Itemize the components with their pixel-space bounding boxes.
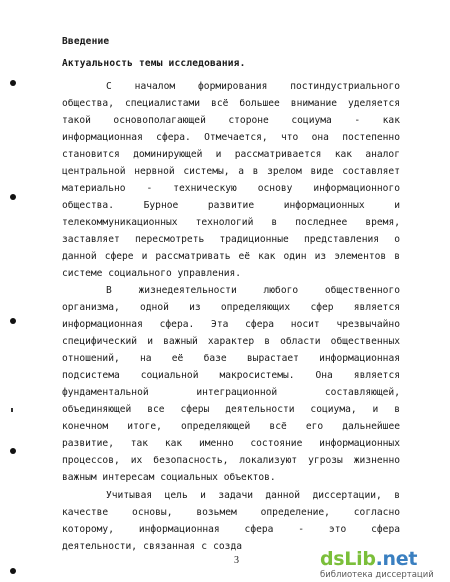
watermark-caption: библиотека диссертаций xyxy=(320,570,434,580)
text-line: которому, информационная сфера - это сфера xyxy=(62,524,400,535)
text-line: информационная сфера. Эта сфера носит чрезвычайно xyxy=(62,319,400,330)
text-line: отношений, на её базе вырастает информационная xyxy=(62,353,400,364)
logo-domain: .net xyxy=(375,548,418,570)
dslib-logo xyxy=(320,548,417,570)
dslib-watermark xyxy=(316,547,450,582)
margin-hole-mark xyxy=(10,318,16,324)
text-line: общества, специалистами всё большее внимание уделяется xyxy=(62,98,400,109)
text-line: организма, одной из определяющих сфер является xyxy=(62,302,400,313)
section-heading: Введение xyxy=(62,36,110,47)
section-subheading: Актуальность темы исследования. xyxy=(62,58,246,69)
text-line: качестве основы, возьмем определение, согласно xyxy=(62,507,400,518)
text-line: конечном итоге, определяющей всё его дальнейшее xyxy=(62,421,400,432)
margin-hole-mark xyxy=(10,80,16,86)
text-line: телекоммуникационных технологий в последнее время, xyxy=(62,217,400,228)
text-line: общества. Бурное развитие информационных и xyxy=(62,200,400,211)
text-line: заставляет пересмотреть традиционные представления о xyxy=(62,234,400,245)
text-line: такой основополагающей стороне социума - как xyxy=(62,115,400,126)
text-line: специфический и важный характер в области общественных xyxy=(62,336,400,347)
text-line: системе социального управления. xyxy=(62,268,242,279)
margin-scan-mark xyxy=(11,408,13,412)
text-line: В жизнедеятельности любого общественного xyxy=(106,285,400,296)
text-line: С началом формирования постиндустриального xyxy=(106,81,400,92)
text-line: подсистема социальной макросистемы. Она является xyxy=(62,370,400,381)
text-line: Учитывая цель и задачи данной диссертации, в xyxy=(106,490,400,501)
text-line: материально - техническую основу информационного xyxy=(62,183,400,194)
text-line: фундаментальной интеграционной составляющей, xyxy=(62,387,400,398)
text-line: центральной нервной системы, а в зрелом виде составляет xyxy=(62,166,400,177)
text-line: важным интересам социальных объектов. xyxy=(62,472,276,483)
text-line: объединяющей все сферы деятельности социума, и в xyxy=(62,404,400,415)
text-line: процессов, их безопасность, локализуют угрозы жизненно xyxy=(62,455,400,466)
text-line: становится доминирующей и рассматривается как аналог xyxy=(62,149,400,160)
text-line: информационная сфера. Отмечается, что она постепенно xyxy=(62,132,400,143)
margin-hole-mark xyxy=(10,194,16,200)
page-number: 3 xyxy=(234,555,239,566)
logo-main: dsLib xyxy=(320,548,376,570)
text-line: деятельности, связанная с созда xyxy=(62,541,242,552)
text-line: развитие, так как именно состояние информационных xyxy=(62,438,400,449)
margin-hole-mark xyxy=(10,448,16,454)
text-line: данной сфере и рассматривать её как один из элементов в xyxy=(62,251,400,262)
margin-hole-mark xyxy=(10,568,16,574)
